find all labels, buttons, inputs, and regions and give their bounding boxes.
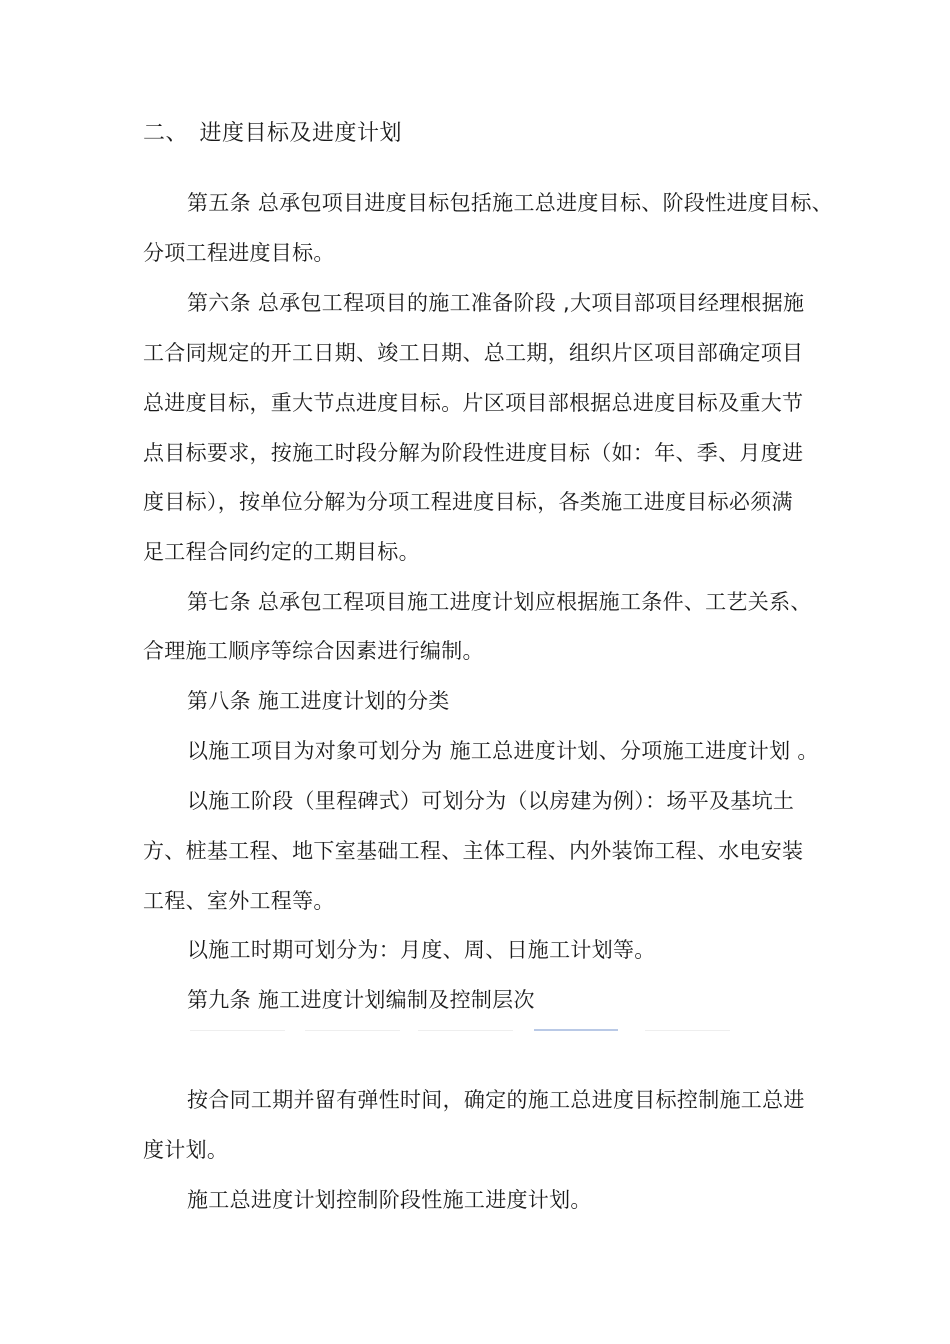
faint-divider — [190, 1028, 750, 1034]
paragraph-line: 足工程合同约定的工期目标。 — [143, 540, 420, 564]
faint-bar — [418, 1030, 513, 1031]
faint-bar — [305, 1030, 400, 1031]
article-title: 第八条 施工进度计划的分类 — [187, 689, 450, 713]
paragraph-line: 以施工项目为对象可划分为 施工总进度计划、分项施工进度计划 。 — [187, 739, 819, 763]
paragraph-line: 分项工程进度目标。 — [143, 241, 335, 265]
paragraph-line: 工程、室外工程等。 — [143, 889, 335, 913]
paragraph-line: 度目标），按单位分解为分项工程进度目标，各类施工进度目标必须满 — [143, 490, 793, 514]
paragraph-line: 点目标要求，按施工时段分解为阶段性进度目标（如：年、季、月度进 — [143, 441, 804, 465]
article-title: 第九条 施工进度计划编制及控制层次 — [187, 988, 535, 1012]
faint-bar — [190, 1030, 285, 1031]
paragraph-line: 第七条 总承包工程项目施工进度计划应根据施工条件、工艺关系、 — [187, 590, 812, 614]
paragraph-line: 以施工时期可划分为：月度、周、日施工计划等。 — [187, 938, 656, 962]
paragraph-line: 施工总进度计划控制阶段性施工进度计划。 — [187, 1188, 592, 1212]
faint-bar — [534, 1029, 618, 1031]
paragraph-line: 第六条 总承包工程项目的施工准备阶段 ,大项目部项目经理根据施 — [187, 291, 805, 315]
paragraph-line: 度计划。 — [143, 1138, 229, 1162]
paragraph-line: 工合同规定的开工日期、竣工日期、总工期，组织片区项目部确定项目 — [143, 341, 804, 365]
paragraph-line: 按合同工期并留有弹性时间，确定的施工总进度目标控制施工总进 — [187, 1088, 805, 1112]
faint-bar — [645, 1030, 730, 1031]
section-heading: 二、 进度目标及进度计划 — [143, 121, 403, 146]
paragraph-line: 方、桩基工程、地下室基础工程、主体工程、内外装饰工程、水电安装 — [143, 839, 804, 863]
paragraph-line: 总进度目标，重大节点进度目标。片区项目部根据总进度目标及重大节 — [143, 391, 804, 415]
paragraph-line: 以施工阶段（里程碑式）可划分为（以房建为例）：场平及基坑土 — [187, 789, 795, 813]
paragraph-line: 合理施工顺序等综合因素进行编制。 — [143, 639, 484, 663]
paragraph-line: 第五条 总承包项目进度目标包括施工总进度目标、阶段性进度目标、 — [187, 191, 833, 215]
